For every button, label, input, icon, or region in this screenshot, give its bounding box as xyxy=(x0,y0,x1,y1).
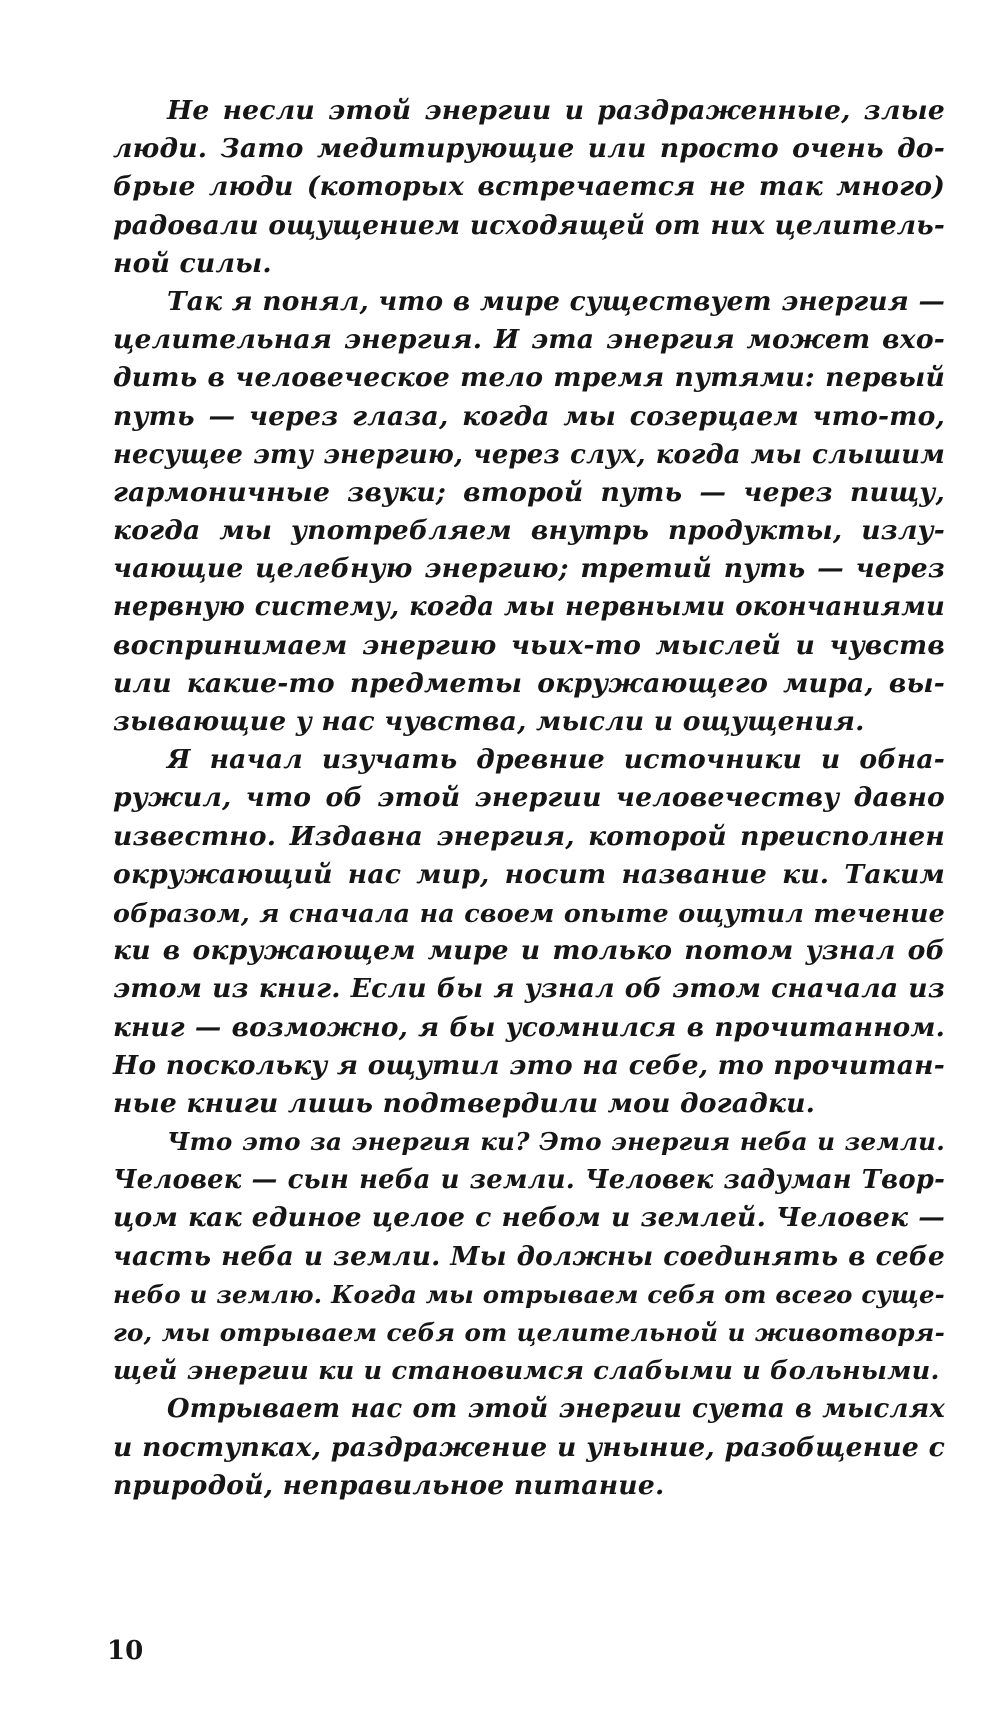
text-line: Не несли этой энергии и раздраженные, злые xyxy=(167,95,945,126)
text-line: зывающие у нас чувства, мысли и ощущения. xyxy=(113,706,865,737)
text-line: Но поскольку я ощутил это на себе, то прочитан- xyxy=(113,1049,945,1081)
text-line: известно. Издавна энергия, которой преисполнен xyxy=(113,820,945,852)
text-line: и поступках, раздражение и уныние, разобщение с xyxy=(113,1431,945,1463)
text-line: целительная энергия. И эта энергия может вхо- xyxy=(113,324,945,356)
text-line: люди. Зато медитирующие или просто очень до- xyxy=(113,133,945,165)
text-line: несущее эту энергию, через слух, когда мы слышим xyxy=(113,439,945,470)
text-line: Человек — сын неба и земли. Человек задуман Твор- xyxy=(113,1165,945,1196)
text-line: воспринимаем энергию чьих-то мыслей и чувств xyxy=(113,629,945,661)
text-line: цом как единое целое с небом и землей. Человек — xyxy=(113,1202,945,1234)
text-line: когда мы употребляем внутрь продукты, излу- xyxy=(113,515,945,547)
text-line: щей энергии ки и становимся слабыми и больными. xyxy=(113,1356,940,1387)
text-line: или какие-то предметы окружающего мира, вы- xyxy=(113,667,945,699)
text-line: этом из книг. Если бы я узнал об этом сначала из xyxy=(113,973,945,1005)
text-line: образом, я сначала на своем опыте ощутил течение xyxy=(113,897,945,928)
text-line: го, мы отрываем себя от целительной и животворя- xyxy=(113,1318,945,1347)
text-line: книг — возможно, я бы усомнился в прочитанном. xyxy=(113,1011,945,1043)
text-line: Так я понял, что в мире существует энергия — xyxy=(167,285,945,317)
text-line: окружающий нас мир, носит название ки. Таким xyxy=(113,858,945,890)
text-line: ные книги лишь подтвердили мои догадки. xyxy=(113,1087,816,1119)
text-line: чающие целебную энергию; третий путь — через xyxy=(113,553,945,585)
text-line: ружил, что об этой энергии человечеству давно xyxy=(113,782,945,814)
text-line: путь — через глаза, когда мы созерцаем что-то, xyxy=(113,400,945,432)
text-line: гармоничные звуки; второй путь — через пищу, xyxy=(113,476,945,508)
text-line: нервную систему, когда мы нервными окончаниями xyxy=(113,592,945,623)
text-line: Отрывает нас от этой энергии суета в мыслях xyxy=(167,1394,945,1425)
text-line: Что это за энергия ки? Это энергия неба и земли. xyxy=(167,1127,945,1157)
text-line: дить в человеческое тело тремя путями: первый xyxy=(113,362,945,394)
text-line: природой, неправильное питание. xyxy=(113,1469,665,1501)
text-line: ки в окружающем мире и только потом узнал об xyxy=(113,935,945,967)
text-line: радовали ощущением исходящей от них целитель- xyxy=(113,209,945,241)
text-line: часть неба и земли. Мы должны соединять в себе xyxy=(113,1240,945,1272)
text-line: брые люди (которых встречается не так много) xyxy=(113,171,945,203)
page-number: 10 xyxy=(107,1636,144,1666)
text-line: ной силы. xyxy=(113,247,272,279)
text-line: Я начал изучать древние источники и обна- xyxy=(167,744,945,776)
body-text xyxy=(113,92,945,1505)
text-line: небо и землю. Когда мы отрываем себя от всего суще- xyxy=(113,1279,945,1309)
